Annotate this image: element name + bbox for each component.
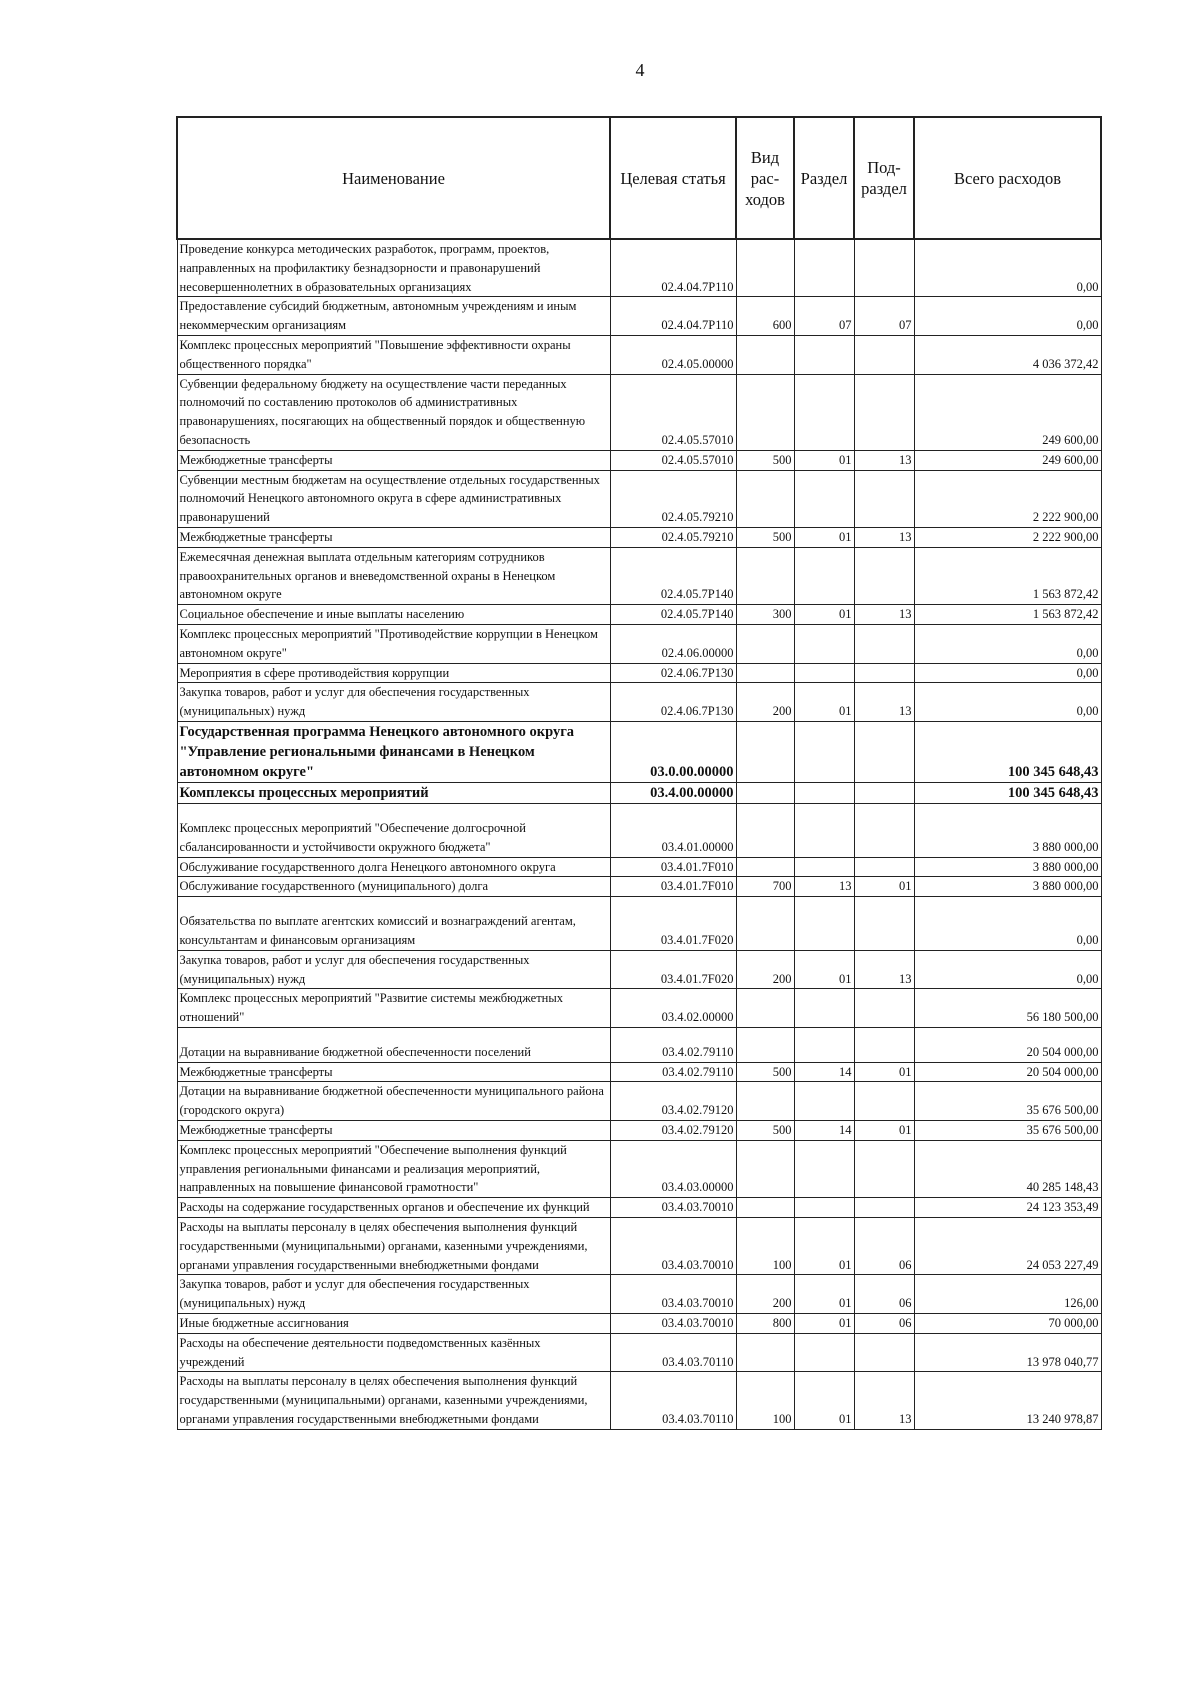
header-subsection: Под- раздел	[854, 117, 914, 239]
cell-name: Обслуживание государственного (муниципального) долга	[177, 877, 610, 897]
cell-section	[794, 1082, 854, 1121]
cell-expense-type	[736, 1082, 794, 1121]
cell-section: 07	[794, 297, 854, 336]
cell-target-article: 03.4.01.7F020	[610, 950, 736, 989]
cell-subsection	[854, 335, 914, 374]
cell-section	[794, 470, 854, 527]
cell-target-article: 03.4.03.70110	[610, 1372, 736, 1429]
cell-section: 14	[794, 1062, 854, 1082]
table-row	[177, 1140, 1101, 1197]
cell-total: 56 180 500,00	[914, 989, 1101, 1028]
cell-target-article: 02.4.06.7Р130	[610, 663, 736, 683]
cell-total: 3 880 000,00	[914, 803, 1101, 857]
cell-expense-type	[736, 624, 794, 663]
cell-section	[794, 547, 854, 604]
table-row	[177, 547, 1101, 604]
cell-subsection: 06	[854, 1275, 914, 1314]
cell-total: 20 504 000,00	[914, 1062, 1101, 1082]
cell-name: Комплекс процессных мероприятий "Повышение эффективности охраны общественного порядка"	[177, 335, 610, 374]
cell-expense-type: 500	[736, 1062, 794, 1082]
table-row	[177, 897, 1101, 951]
cell-section	[794, 721, 854, 782]
table-row	[177, 989, 1101, 1028]
cell-total: 35 676 500,00	[914, 1082, 1101, 1121]
cell-total: 20 504 000,00	[914, 1027, 1101, 1062]
cell-total: 40 285 148,43	[914, 1140, 1101, 1197]
cell-target-article: 03.4.01.00000	[610, 803, 736, 857]
cell-target-article: 02.4.04.7Р110	[610, 239, 736, 297]
cell-target-article: 02.4.05.7Р140	[610, 605, 736, 625]
table-row	[177, 1121, 1101, 1141]
cell-name: Дотации на выравнивание бюджетной обеспеченности муниципального района (городского округа)	[177, 1082, 610, 1121]
table-row	[177, 239, 1101, 297]
cell-total: 126,00	[914, 1275, 1101, 1314]
cell-target-article: 03.4.03.70010	[610, 1218, 736, 1275]
cell-total: 0,00	[914, 239, 1101, 297]
cell-subsection	[854, 663, 914, 683]
table-row	[177, 683, 1101, 722]
cell-name: Субвенции федеральному бюджету на осуществление части переданных полномочий по составлению протоколов об административных правонарушениях, посягающих на общественный порядок и общественную безопасность	[177, 374, 610, 450]
table-row	[177, 1372, 1101, 1429]
table-row	[177, 663, 1101, 683]
cell-expense-type	[736, 335, 794, 374]
cell-total: 249 600,00	[914, 450, 1101, 470]
cell-total: 0,00	[914, 683, 1101, 722]
table-row	[177, 1198, 1101, 1218]
cell-section	[794, 1198, 854, 1218]
cell-expense-type	[736, 470, 794, 527]
cell-expense-type	[736, 782, 794, 803]
table-row	[177, 1333, 1101, 1372]
cell-total: 24 123 353,49	[914, 1198, 1101, 1218]
table-row	[177, 1275, 1101, 1314]
cell-name: Иные бюджетные ассигнования	[177, 1314, 610, 1334]
cell-section	[794, 1140, 854, 1197]
cell-subsection: 13	[854, 683, 914, 722]
table-row	[177, 1314, 1101, 1334]
cell-section	[794, 897, 854, 951]
cell-expense-type: 700	[736, 877, 794, 897]
cell-section	[794, 663, 854, 683]
cell-section: 01	[794, 1372, 854, 1429]
cell-section	[794, 624, 854, 663]
cell-target-article: 02.4.05.7Р140	[610, 547, 736, 604]
header-total: Всего расходов	[914, 117, 1101, 239]
cell-name: Расходы на обеспечение деятельности подведомственных казённых учреждений	[177, 1333, 610, 1372]
cell-target-article: 02.4.06.7Р130	[610, 683, 736, 722]
table-row	[177, 527, 1101, 547]
cell-total: 0,00	[914, 624, 1101, 663]
cell-total: 100 345 648,43	[914, 782, 1101, 803]
cell-subsection: 01	[854, 1121, 914, 1141]
cell-target-article: 03.4.01.7F020	[610, 897, 736, 951]
cell-subsection: 13	[854, 527, 914, 547]
cell-expense-type: 200	[736, 950, 794, 989]
cell-expense-type: 600	[736, 297, 794, 336]
table-body	[177, 239, 1101, 1429]
cell-total: 3 880 000,00	[914, 857, 1101, 877]
cell-subsection	[854, 547, 914, 604]
table-row	[177, 803, 1101, 857]
cell-section	[794, 239, 854, 297]
cell-section: 13	[794, 877, 854, 897]
table-row	[177, 470, 1101, 527]
cell-subsection	[854, 1082, 914, 1121]
cell-expense-type	[736, 897, 794, 951]
cell-subsection: 07	[854, 297, 914, 336]
cell-total: 3 880 000,00	[914, 877, 1101, 897]
cell-name: Комплексы процессных мероприятий	[177, 782, 610, 803]
cell-subsection	[854, 989, 914, 1028]
cell-target-article: 03.4.02.00000	[610, 989, 736, 1028]
cell-expense-type: 800	[736, 1314, 794, 1334]
cell-target-article: 03.0.00.00000	[610, 721, 736, 782]
cell-target-article: 02.4.05.57010	[610, 374, 736, 450]
table-header-row	[177, 117, 1101, 239]
cell-section: 01	[794, 450, 854, 470]
cell-target-article: 03.4.03.70110	[610, 1333, 736, 1372]
table-row	[177, 335, 1101, 374]
cell-section	[794, 803, 854, 857]
cell-name: Мероприятия в сфере противодействия коррупции	[177, 663, 610, 683]
cell-subsection	[854, 470, 914, 527]
cell-subsection	[854, 624, 914, 663]
cell-total: 35 676 500,00	[914, 1121, 1101, 1141]
cell-expense-type: 500	[736, 527, 794, 547]
cell-subsection	[854, 1027, 914, 1062]
table-row	[177, 374, 1101, 450]
cell-expense-type	[736, 721, 794, 782]
cell-expense-type	[736, 239, 794, 297]
cell-expense-type: 100	[736, 1218, 794, 1275]
cell-expense-type	[736, 803, 794, 857]
cell-target-article: 02.4.05.57010	[610, 450, 736, 470]
cell-expense-type	[736, 1027, 794, 1062]
page-number: 4	[635, 60, 645, 80]
cell-target-article: 02.4.05.79210	[610, 470, 736, 527]
cell-section	[794, 374, 854, 450]
table-row	[177, 1062, 1101, 1082]
cell-subsection	[854, 1140, 914, 1197]
cell-target-article: 02.4.05.00000	[610, 335, 736, 374]
cell-section	[794, 1027, 854, 1062]
cell-name: Обслуживание государственного долга Ненецкого автономного округа	[177, 857, 610, 877]
cell-total: 0,00	[914, 663, 1101, 683]
cell-section: 01	[794, 605, 854, 625]
header-target-article: Целевая статья	[610, 117, 736, 239]
header-expense-type: Вид рас- ходов	[736, 117, 794, 239]
cell-expense-type	[736, 1333, 794, 1372]
cell-total: 0,00	[914, 297, 1101, 336]
cell-total: 13 978 040,77	[914, 1333, 1101, 1372]
cell-section	[794, 782, 854, 803]
cell-target-article: 03.4.01.7F010	[610, 877, 736, 897]
cell-subsection	[854, 782, 914, 803]
cell-expense-type	[736, 1198, 794, 1218]
cell-subsection	[854, 1198, 914, 1218]
cell-subsection: 01	[854, 1062, 914, 1082]
table-row	[177, 950, 1101, 989]
cell-name: Межбюджетные трансферты	[177, 1121, 610, 1141]
cell-expense-type	[736, 663, 794, 683]
cell-subsection: 13	[854, 450, 914, 470]
table-row	[177, 605, 1101, 625]
cell-expense-type	[736, 547, 794, 604]
cell-target-article: 03.4.02.79110	[610, 1062, 736, 1082]
cell-target-article: 03.4.03.00000	[610, 1140, 736, 1197]
table-row	[177, 1082, 1101, 1121]
cell-expense-type: 200	[736, 1275, 794, 1314]
cell-name: Расходы на выплаты персоналу в целях обеспечения выполнения функций государственными (муниципальными) органами, казенными учреждениями, органами управления государственными внебюджетными фондами	[177, 1372, 610, 1429]
header-name: Наименование	[177, 117, 610, 239]
table-row	[177, 857, 1101, 877]
cell-name: Субвенции местным бюджетам на осуществление отдельных государственных полномочий Ненецкого автономного округа в сфере административных правонарушений	[177, 470, 610, 527]
cell-name: Дотации на выравнивание бюджетной обеспеченности поселений	[177, 1027, 610, 1062]
cell-name: Комплекс процессных мероприятий "Развитие системы межбюджетных отношений"	[177, 989, 610, 1028]
cell-target-article: 03.4.03.70010	[610, 1198, 736, 1218]
cell-target-article: 02.4.05.79210	[610, 527, 736, 547]
cell-name: Закупка товаров, работ и услуг для обеспечения государственных (муниципальных) нужд	[177, 950, 610, 989]
cell-name: Расходы на выплаты персоналу в целях обеспечения выполнения функций государственными (муниципальными) органами, казенными учреждениями, органами управления государственными внебюджетными фондами	[177, 1218, 610, 1275]
table-row	[177, 877, 1101, 897]
cell-expense-type: 200	[736, 683, 794, 722]
cell-section: 01	[794, 683, 854, 722]
table-row	[177, 297, 1101, 336]
cell-section	[794, 989, 854, 1028]
table-row	[177, 782, 1101, 803]
cell-total: 0,00	[914, 950, 1101, 989]
cell-subsection	[854, 721, 914, 782]
cell-subsection	[854, 239, 914, 297]
cell-name: Межбюджетные трансферты	[177, 450, 610, 470]
cell-name: Комплекс процессных мероприятий "Противодействие коррупции в Ненецком автономном округе"	[177, 624, 610, 663]
table-row	[177, 1218, 1101, 1275]
cell-target-article: 02.4.04.7Р110	[610, 297, 736, 336]
cell-subsection	[854, 374, 914, 450]
cell-name: Социальное обеспечение и иные выплаты населению	[177, 605, 610, 625]
cell-target-article: 03.4.02.79120	[610, 1082, 736, 1121]
cell-name: Комплекс процессных мероприятий "Обеспечение выполнения функций управления региональными финансами и реализация мероприятий, направленных на повышение финансовой грамотности"	[177, 1140, 610, 1197]
cell-total: 2 222 900,00	[914, 527, 1101, 547]
cell-subsection	[854, 1333, 914, 1372]
cell-name: Межбюджетные трансферты	[177, 527, 610, 547]
cell-section: 14	[794, 1121, 854, 1141]
cell-subsection: 13	[854, 1372, 914, 1429]
cell-target-article: 03.4.03.70010	[610, 1275, 736, 1314]
cell-total: 1 563 872,42	[914, 605, 1101, 625]
cell-name: Комплекс процессных мероприятий "Обеспечение долгосрочной сбалансированности и устойчивости окружного бюджета"	[177, 803, 610, 857]
table-row	[177, 1027, 1101, 1062]
cell-name: Государственная программа Ненецкого автономного округа "Управление региональными финансами в Ненецком автономном округе"	[177, 721, 610, 782]
cell-subsection	[854, 857, 914, 877]
cell-subsection: 13	[854, 605, 914, 625]
cell-expense-type: 100	[736, 1372, 794, 1429]
cell-section: 01	[794, 527, 854, 547]
cell-name: Проведение конкурса методических разработок, программ, проектов, направленных на профилактику безнадзорности и правонарушений несовершеннолетних в образовательных организациях	[177, 239, 610, 297]
table-row	[177, 721, 1101, 782]
cell-expense-type: 500	[736, 450, 794, 470]
cell-total: 1 563 872,42	[914, 547, 1101, 604]
cell-subsection: 06	[854, 1314, 914, 1334]
cell-section	[794, 335, 854, 374]
cell-name: Расходы на содержание государственных органов и обеспечение их функций	[177, 1198, 610, 1218]
cell-target-article: 03.4.02.79120	[610, 1121, 736, 1141]
cell-section	[794, 1333, 854, 1372]
cell-section: 01	[794, 950, 854, 989]
cell-name: Ежемесячная денежная выплата отдельным категориям сотрудников правоохранительных органов и вневедомственной охраны в Ненецком автономном округе	[177, 547, 610, 604]
cell-target-article: 03.4.03.70010	[610, 1314, 736, 1334]
cell-total: 4 036 372,42	[914, 335, 1101, 374]
cell-section: 01	[794, 1275, 854, 1314]
cell-total: 100 345 648,43	[914, 721, 1101, 782]
cell-name: Предоставление субсидий бюджетным, автономным учреждениям и иным некоммерческим организациям	[177, 297, 610, 336]
cell-total: 249 600,00	[914, 374, 1101, 450]
cell-name: Закупка товаров, работ и услуг для обеспечения государственных (муниципальных) нужд	[177, 1275, 610, 1314]
cell-total: 0,00	[914, 897, 1101, 951]
cell-subsection	[854, 803, 914, 857]
cell-total: 70 000,00	[914, 1314, 1101, 1334]
cell-expense-type: 300	[736, 605, 794, 625]
cell-subsection: 01	[854, 877, 914, 897]
cell-expense-type	[736, 374, 794, 450]
cell-target-article: 02.4.06.00000	[610, 624, 736, 663]
cell-target-article: 03.4.00.00000	[610, 782, 736, 803]
cell-total: 24 053 227,49	[914, 1218, 1101, 1275]
cell-expense-type	[736, 1140, 794, 1197]
cell-name: Межбюджетные трансферты	[177, 1062, 610, 1082]
cell-target-article: 03.4.02.79110	[610, 1027, 736, 1062]
cell-total: 2 222 900,00	[914, 470, 1101, 527]
cell-subsection	[854, 897, 914, 951]
cell-expense-type	[736, 989, 794, 1028]
header-section: Раздел	[794, 117, 854, 239]
table-row	[177, 624, 1101, 663]
cell-subsection: 06	[854, 1218, 914, 1275]
cell-section: 01	[794, 1218, 854, 1275]
cell-name: Обязательства по выплате агентских комиссий и вознаграждений агентам, консультантам и финансовым организациям	[177, 897, 610, 951]
cell-subsection: 13	[854, 950, 914, 989]
cell-name: Закупка товаров, работ и услуг для обеспечения государственных (муниципальных) нужд	[177, 683, 610, 722]
cell-target-article: 03.4.01.7F010	[610, 857, 736, 877]
budget-table	[176, 116, 1102, 1430]
cell-section	[794, 857, 854, 877]
cell-expense-type: 500	[736, 1121, 794, 1141]
table-row	[177, 450, 1101, 470]
cell-section: 01	[794, 1314, 854, 1334]
cell-total: 13 240 978,87	[914, 1372, 1101, 1429]
cell-expense-type	[736, 857, 794, 877]
